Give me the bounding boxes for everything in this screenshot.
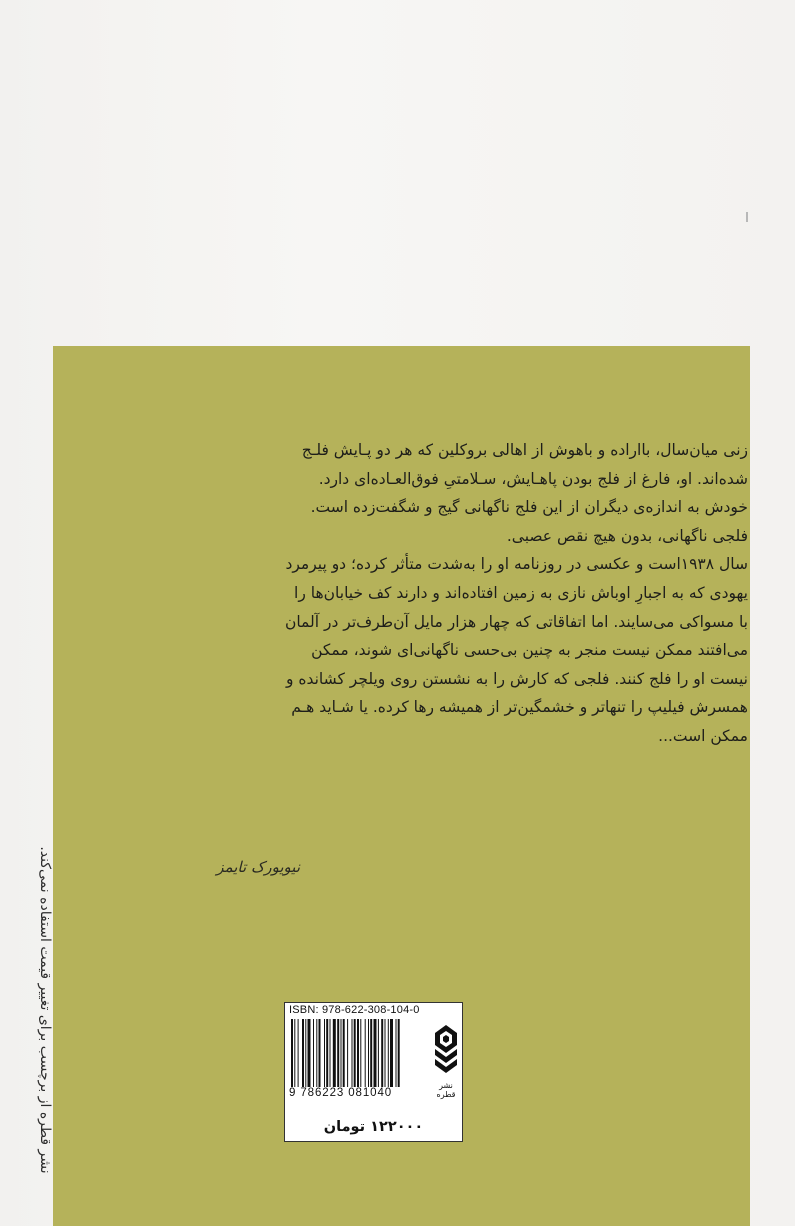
blurb-line: همسرش فیلیپ را تنهاتر و خشمگین‌تر از همیشه رها کرده. یا شـاید هـم — [291, 698, 748, 717]
barcode-bars — [291, 1019, 431, 1087]
barcode-bar — [305, 1019, 306, 1087]
publisher-logo-name: نشر قطره — [436, 1081, 456, 1099]
blurb-line: نیست او را فلج کنند. فلجی که کارش را به نشستن روی ویلچر کشانده و — [285, 669, 748, 688]
barcode-bar — [333, 1019, 336, 1087]
blurb-line: زنی میان‌سال، بااراده و باهوش از اهالی بروکلین که هر دو پـایش فلـج — [301, 441, 748, 459]
barcode-bar — [298, 1019, 299, 1087]
barcode-digits: 9 786223 081040 — [289, 1087, 393, 1099]
barcode-bar — [385, 1019, 386, 1087]
review-source: نیویورک تایمز — [216, 858, 300, 876]
barcode-box — [284, 1002, 463, 1114]
barcode-bar — [390, 1019, 393, 1087]
barcode-bar — [308, 1019, 311, 1087]
barcode-bar — [398, 1019, 400, 1087]
barcode-bar — [313, 1019, 314, 1087]
barcode-bar — [326, 1019, 328, 1087]
blurb-line: شده‌اند. او، فارغ از فلج بودن پاهـایش، سـلامتیِ فوق‌العـاده‌ای دارد. — [318, 469, 748, 488]
blurb-line: خودش به اندازه‌ی دیگران از این فلج ناگهانی گیج و شگفت‌زده است. — [310, 498, 748, 517]
publisher-logo-icon — [433, 1023, 459, 1077]
barcode-bar — [365, 1019, 366, 1087]
barcode-bar — [368, 1019, 369, 1087]
barcode-bar — [294, 1019, 295, 1087]
barcode-bar — [370, 1019, 372, 1087]
barcode-bar — [347, 1019, 348, 1087]
barcode-bar — [337, 1019, 339, 1087]
blurb-line: فلجی ناگهانی، بدون هیچ نقص عصبی. — [506, 526, 748, 545]
price-box — [284, 1113, 463, 1142]
blurb-line: سال ۱۹۳۸است و عکسی در روزنامه او را به‌شدت متأثر کرده؛ دو پیرمرد — [285, 555, 748, 574]
blurb-line: می‌افتند ممکن نیست منجر به چنین بی‌حسی ناگهانی‌ای شوند، ممکن — [311, 641, 748, 660]
barcode-bar — [352, 1019, 353, 1087]
barcode-bar — [381, 1019, 383, 1087]
price-label: ۱۲۲۰۰۰ تومان — [323, 1119, 424, 1135]
barcode-bar — [378, 1019, 379, 1087]
barcode-bar — [396, 1019, 397, 1087]
blurb-line: با مسواکی می‌سایند. اما اتفاقاتی که چهار هزار مایل آن‌طرف‌تر در آلمان — [284, 612, 748, 631]
barcode-bar — [330, 1019, 331, 1087]
barcode-bar — [360, 1019, 361, 1087]
barcode-bar — [357, 1019, 359, 1087]
blurb-line: ممکن است... — [658, 726, 748, 745]
printer-mark — [746, 212, 748, 222]
barcode-bar — [324, 1019, 325, 1087]
barcode-bar — [302, 1019, 304, 1087]
isbn-label: ISBN: 978-622-308-104-0 — [289, 1004, 420, 1016]
barcode-bar — [343, 1019, 345, 1087]
blurb-text — [108, 436, 748, 751]
barcode-bar — [316, 1019, 317, 1087]
barcode-bar — [374, 1019, 377, 1087]
side-note-text: نشر قطره از برچسب برای تغییر قیمت استفاده نمی‌کند. — [37, 846, 53, 1174]
side-note — [30, 820, 60, 1200]
barcode-bar — [341, 1019, 342, 1087]
blurb-line: یهودی که به اجبارِ اوباش نازی به زمین افتاده‌اند و دارند کف خیابان‌ها را — [294, 583, 748, 602]
barcode-bar — [291, 1019, 293, 1087]
barcode-bar — [388, 1019, 389, 1087]
barcode-bar — [354, 1019, 356, 1087]
barcode-bar — [319, 1019, 321, 1087]
